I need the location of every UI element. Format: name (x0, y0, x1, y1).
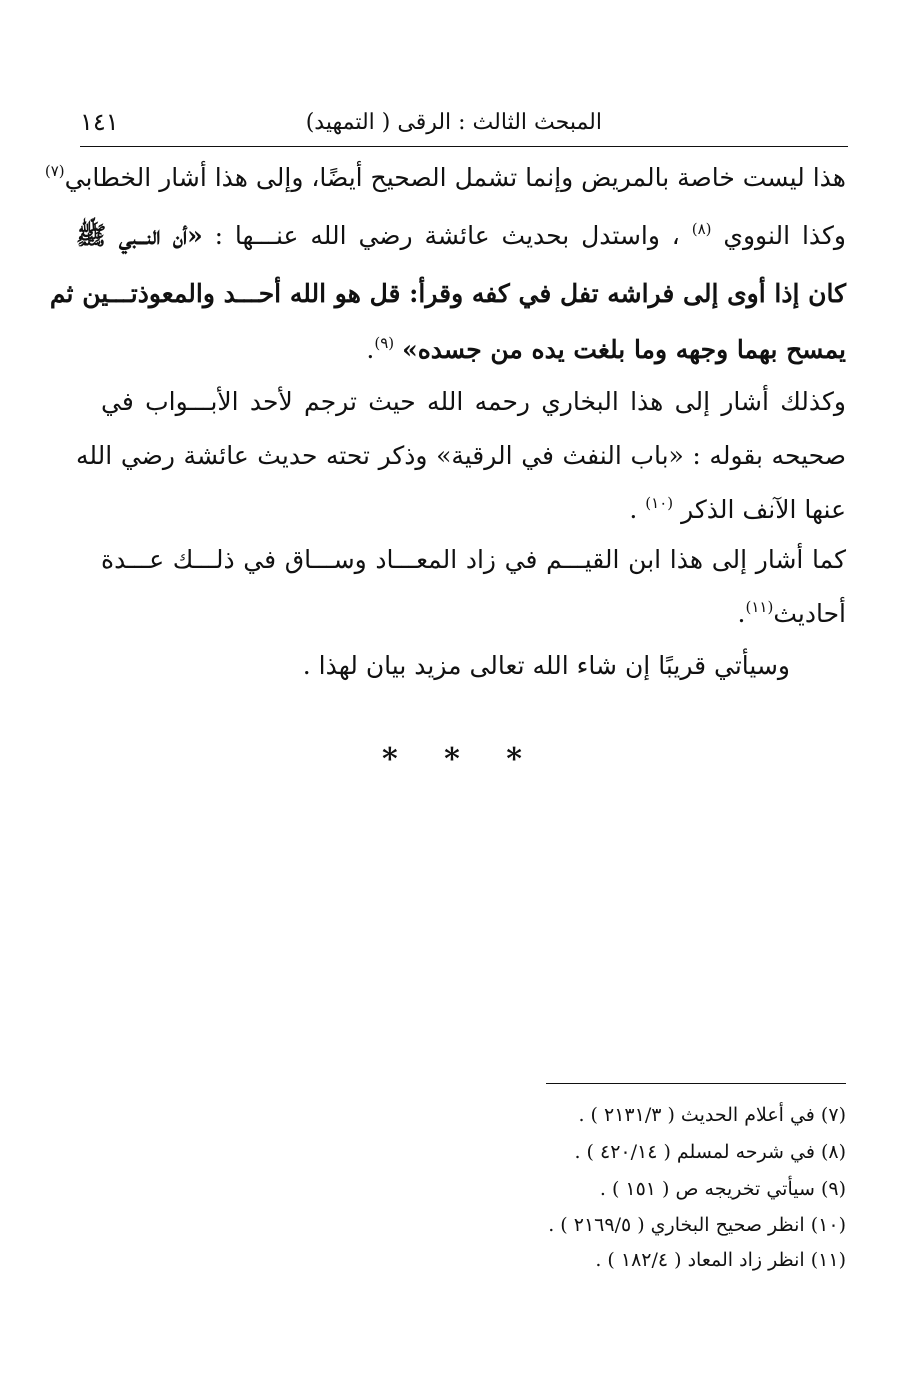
chapter-title: المبحث الثالث : الرقى ( التمهيد) (305, 110, 602, 135)
body-line-10: وسيأتي قريبًا إن شاء الله تعالى مزيد بيان لهذا . (302, 651, 790, 680)
footnote-ref-9[interactable]: (٩) (374, 334, 395, 352)
period: . (737, 599, 746, 628)
body-line-5: وكذلك أشار إلى هذا البخاري رحمه الله حيث ترجم لأحد الأبـــواب في (101, 387, 846, 416)
body-line-9 (76, 594, 846, 634)
body-line-8: كما أشار إلى هذا ابن القيـــم في زاد المعـــاد وســـاق في ذلـــك عـــدة (101, 545, 846, 574)
body-line-4 (76, 330, 846, 370)
footnote-8: (٨) في شرحه لمسلم ( ٤٢٠/١٤ ) . (574, 1141, 846, 1163)
footnote-7: (٧) في أعلام الحديث ( ٢١٣١/٣ ) . (578, 1104, 846, 1126)
footnote-divider (546, 1083, 846, 1084)
footnote-ref-8[interactable]: (٨) (691, 220, 712, 238)
body-text: ، واستدل بحديث عائشة رضي الله عنـــها : (202, 221, 680, 250)
body-text: أحاديث (773, 599, 846, 628)
footnote-9: (٩) سيأتي تخريجه ص ( ١٥١ ) . (599, 1178, 846, 1200)
body-line-6: صحيحه بقوله : «باب النفث في الرقية» وذكر تحته حديث عائشة رضي الله (76, 441, 846, 470)
body-text: هذا ليست خاصة بالمريض وإنما تشمل الصحيح أيضًا، وإلى هذا أشار الخطابي (64, 163, 846, 192)
body-line-3: كان إذا أوى إلى فراشه تفل في كفه وقرأ: قل هو الله أحـــد والمعوذتـــين ثم (49, 279, 846, 308)
footnote-ref-10[interactable]: (١٠) (645, 494, 674, 512)
page-number: ١٤١ (80, 108, 119, 136)
period: . (629, 495, 638, 524)
footnote-ref-7[interactable]: (٧) (44, 162, 65, 180)
body-text: وكذا النووي (723, 221, 846, 250)
section-separator: * * * (382, 742, 540, 777)
body-line-2 (76, 216, 846, 256)
body-text: عنها الآنف الذكر (681, 495, 846, 524)
footnote-10: (١٠) انظر صحيح البخاري ( ٢١٦٩/٥ ) . (548, 1214, 846, 1236)
footnote-11: (١١) انظر زاد المعاد ( ١٨٢/٤ ) . (595, 1249, 846, 1271)
footnote-ref-11[interactable]: (١١) (745, 598, 774, 616)
period: . (366, 335, 375, 364)
running-header (80, 106, 848, 147)
hadith-quote-start: «أن النـــبي ﷺ (76, 221, 203, 250)
body-line-1 (44, 158, 846, 198)
hadith-quote-end: يمسح بهما وجهه وما بلغت يده من جسده» (402, 335, 846, 364)
body-line-7 (76, 490, 846, 530)
